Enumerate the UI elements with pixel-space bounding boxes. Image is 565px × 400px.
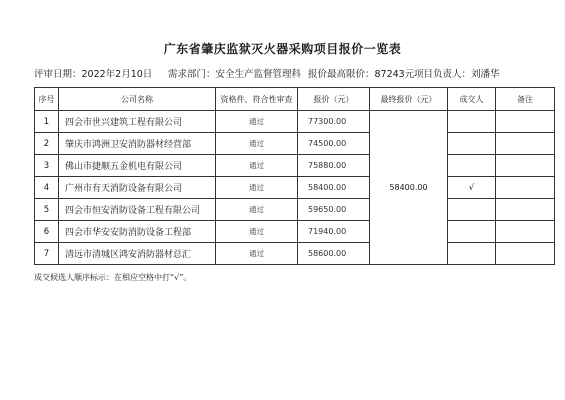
row-price: 77300.00: [298, 111, 370, 133]
row-no: 7: [35, 243, 59, 265]
row-price: 75880.00: [298, 155, 370, 177]
quote-table: [34, 87, 555, 265]
row-winner: [448, 133, 496, 155]
requesting-dept: 需求部门：安全生产监督管理科: [168, 69, 302, 80]
header-price: 报价（元）: [298, 88, 370, 111]
row-price: 71940.00: [298, 221, 370, 243]
row-remarks: [496, 111, 555, 133]
row-winner: [448, 221, 496, 243]
winner-checkmark: √: [448, 177, 496, 199]
row-price: 58600.00: [298, 243, 370, 265]
row-check: 通过: [216, 221, 298, 243]
table-row: [35, 177, 555, 199]
row-remarks: [496, 243, 555, 265]
row-company: 四会市恒安消防设备工程有限公司: [59, 199, 216, 221]
header-qualification: 资格件、符合性审查: [216, 88, 298, 111]
row-remarks: [496, 199, 555, 221]
meta-line: [34, 66, 554, 80]
row-company: 四会市华安安防消防设备工程部: [59, 221, 216, 243]
row-price: 58400.00: [298, 177, 370, 199]
table-row: [35, 111, 555, 133]
row-company: 佛山市捷顺五金机电有限公司: [59, 155, 216, 177]
row-remarks: [496, 133, 555, 155]
header-company: 公司名称: [59, 88, 216, 111]
row-check: 通过: [216, 199, 298, 221]
header-final-price: 最终报价（元）: [370, 88, 448, 111]
row-winner: [448, 243, 496, 265]
row-winner: [448, 111, 496, 133]
row-no: 5: [35, 199, 59, 221]
row-winner: [448, 199, 496, 221]
row-check: 通过: [216, 133, 298, 155]
row-no: 6: [35, 221, 59, 243]
footnote: 成交候选人顺序标示：在相应空格中打“√”。: [34, 273, 192, 282]
row-price: 74500.00: [298, 133, 370, 155]
row-company: 四会市世兴建筑工程有限公司: [59, 111, 216, 133]
row-no: 2: [35, 133, 59, 155]
row-price: 59650.00: [298, 199, 370, 221]
row-check: 通过: [216, 111, 298, 133]
final-price-cell: 58400.00: [370, 111, 448, 265]
table-row: [35, 221, 555, 243]
row-remarks: [496, 155, 555, 177]
row-no: 4: [35, 177, 59, 199]
row-remarks: [496, 221, 555, 243]
row-company: 清远市清城区鸿安消防器材总汇: [59, 243, 216, 265]
header-no: 序号: [35, 88, 59, 111]
row-check: 通过: [216, 177, 298, 199]
table-row: [35, 199, 555, 221]
table-row: [35, 243, 555, 265]
header-winner: 成交人: [448, 88, 496, 111]
row-winner: [448, 155, 496, 177]
project-owner: 项目负责人：刘潘华: [414, 69, 500, 80]
document-title: 广东省肇庆监狱灭火器采购项目报价一览表: [163, 42, 402, 56]
header-remarks: 备注: [496, 88, 555, 111]
table-header-row: [35, 88, 555, 111]
row-check: 通过: [216, 155, 298, 177]
row-company: 广州市有天消防设备有限公司: [59, 177, 216, 199]
max-price-limit: 报价最高限价：87243元: [308, 69, 415, 80]
row-check: 通过: [216, 243, 298, 265]
row-no: 3: [35, 155, 59, 177]
row-remarks: [496, 177, 555, 199]
review-date: 评审日期：2022年2月10日: [34, 69, 153, 80]
row-company: 肇庆市鸿洲卫安消防器材经营部: [59, 133, 216, 155]
table-row: [35, 133, 555, 155]
table-row: [35, 155, 555, 177]
row-no: 1: [35, 111, 59, 133]
